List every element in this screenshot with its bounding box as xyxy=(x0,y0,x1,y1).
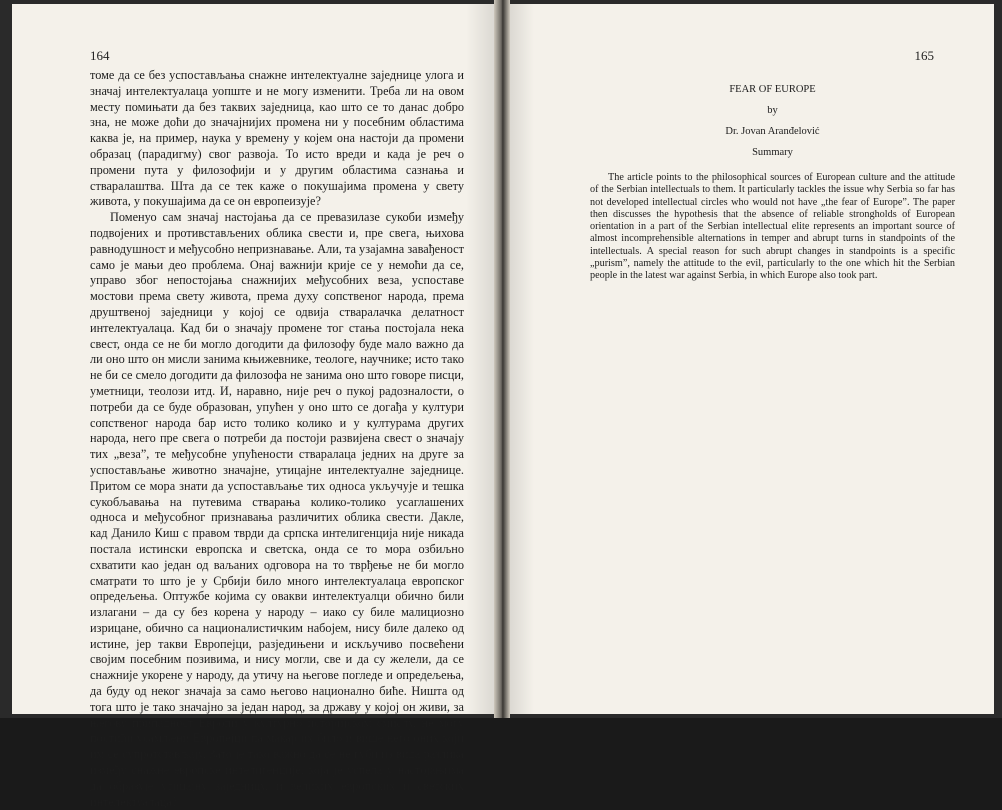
byline-by: by xyxy=(767,105,778,116)
article-title: FEAR OF EUROPE xyxy=(729,84,816,95)
paragraph-2: Поменуо сам значај настојања да се превазилазе сукоби између подвојених и противстављених облика свести и, пре свега, њихова равнодушност и међусобно непризнавање. Али, та узајамна завађеност само је мањи део проблема. Онај важнији крије се у немоћи да се, управо због непостојања снажнијих међусобних веза, успоставе мостови према свету живота, према духу сопственог народа, према друштвеној заједници у којој се одвија стваралачка делатност интелектуалаца. Кад би о значају промене тог стања постојала нека свест, онда се не би могло догодити да филозофу буде мало важно да ли оно што он мисли занима књижевнике, теологе, научнике; исто тако не би се смело догодити да филозофа не занима оно што говоре писци, уметници, теолози итд. И, наравно, није реч о пукој радозналости, о потреби да се буде образован, упућен у оно што се догађа у култури сопственог народа бар исто толико колико и у културама других народа, него пре свега о потреби да постоји развијена свест о значају тих „веза”, те међусобне упућености стваралаца једних на друге за успостављање животно значајне, утицајне интелектуалне заједнице. Притом се мора знати да успостављање тих односа укључује и тешка сукобљавања на путевима стварања колико-толико усаглашених односа и међусобног признавања различитих облика свести. Дакле, кад Данило Киш с правом тврди да српска интелигенција није никада постала истински европска и светска, онда се то мора озбиљно схватити као један од ваљаних одговора на то тврђење не би могло сматрати то што је у Србији било много интелектуалаца европског опредељења. Оптужбе којима су овакви интелектуалци обично били излагани – да су без корена у народу – иако су биле малициозно изрицане, обично са националистичким набојем, нису биле далеко од истине, јер такви Европејци, разједињени и искључиво посвећени својим посебним позивима, и нису могли, све и да су желели, да се снажније укорене у народу, да утичу на његове погледе и опредељења, да буду од неког значаја за само његово национално биће. Ништа од тога што је тако значајно за један народ, за државу у којој он живи, за његову припадност Европи у културно историјском смислу, не могу постићи усамљени Европејци па макар их било и више него оних који им се супротстављају. Зато је тако важно да се не губи из вида разлика између снажне европске интелигенције, која је успела у настојањима да образује утицајну заједницу, и великих европских и светских интелектуалаца? xyxy=(90,210,464,809)
paragraph-1: томе да се без успостављања снажне интелектуалне заједнице улога и значај интелектуалаца уопште и не могу изменити. Треба ли на овом месту помињати да без таквих заједница, као што се то данас добро зна, не може доћи до значајнијих промена ни у посебним областима каква је, на пример, наука у времену у којем она настоји да промени образац (парадигму) свог развоја. То исто вреди и када је реч о промени пута у филозофији и у другим областима сазнања и стваралаштва. Шта да се тек каже о покушајима промена у свету живота, у покушајима да се он европеизује? xyxy=(90,68,464,209)
english-abstract: The article points to the philosophical sources of European culture and the attitude of the Serbian intellectuals to them. It particularly tackles the issue why Serbia so far has not developed intellectual circles who would not have „the fear of Europe”. The paper then discusses the hypothesis that the absence of reliable strongholds of European orientation in a part of the Serbian intellectual elite represents an important source of almost incomprehensible alternations in temper and abrupt turns in standpoints of the intellectuals. A special reason for such abrupt changes in standpoints is a specific „purism”, namely the attitude to the evil, particularly to the one which hit the Serbian people in the latest war against Serbia, in which Europe also took part. xyxy=(590,172,955,282)
book-gutter xyxy=(494,0,510,718)
serbian-body-text xyxy=(90,68,464,810)
page-number-left: 164 xyxy=(90,48,110,63)
summary-section xyxy=(590,76,955,293)
summary-heading: Summary xyxy=(752,147,793,158)
author-name: Dr. Jovan Aranđelović xyxy=(725,126,820,137)
page-number-right: 165 xyxy=(914,48,934,63)
right-page xyxy=(510,4,994,714)
left-page xyxy=(12,4,494,809)
